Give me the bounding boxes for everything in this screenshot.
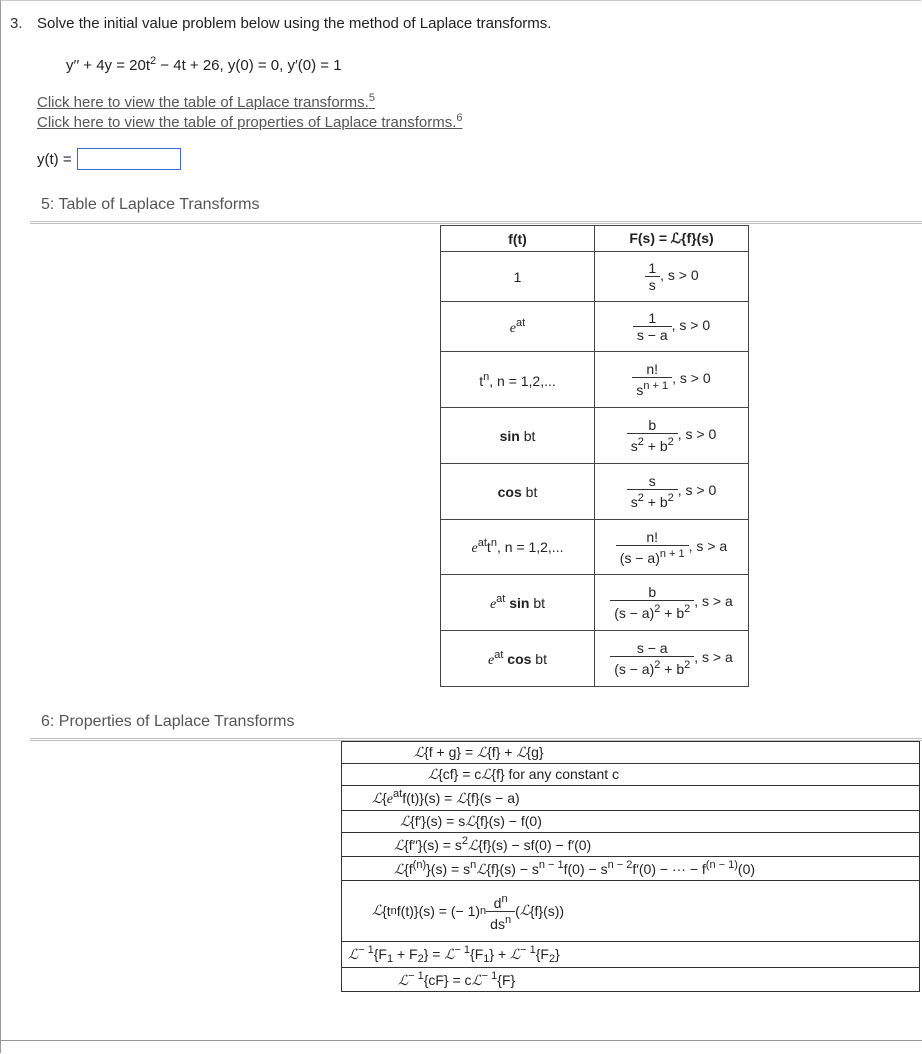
- answer-input[interactable]: [77, 148, 181, 170]
- table-row: $e^{at}$ $\frac{1}{s - a}$ , s > 0: [441, 302, 749, 352]
- list-item: ℒ$^{- 1}${cF} = cℒ$^{- 1}${F}: [398, 970, 516, 989]
- answer-label: y(t) =: [37, 151, 72, 168]
- list-item: ℒ{f + g} = ℒ{f} + ℒ{g}: [342, 742, 919, 764]
- table-row: $e^{at}t^n$, n = 1,2,... $\frac{n!}{(s - a)^{n + 1}}$ , s > a: [441, 520, 749, 575]
- laplace-properties-link[interactable]: Click here to view the table of properties of Laplace transforms.$^6$: [37, 112, 463, 131]
- table-row: $e^{at}$ sin bt $\frac{b}{(s - a)^2 + b^2}$ , s > a: [441, 575, 749, 631]
- laplace-table-link[interactable]: Click here to view the table of Laplace transforms.$^5$: [37, 92, 375, 111]
- list-item: ℒ{f′}(s) = sℒ{f}(s) − f(0): [342, 811, 919, 833]
- table-row: $e^{at}$ cos bt $\frac{s - a}{(s - a)^2 + b^2}$ , s > a: [441, 631, 749, 687]
- table-row: cos bt $\frac{s}{s^2 + b^2}$ , s > 0: [441, 464, 749, 520]
- list-item: ℒ{f′′}(s) = $s^2ℒ\{f\}(s) - sf(0) - f'(0)$: [342, 833, 919, 857]
- header-Fs: F(s) = ℒ{f}(s): [595, 226, 749, 252]
- laplace-transform-table: [440, 225, 749, 687]
- table-row: 1 $\frac{1}{s}$ , s > 0: [441, 252, 749, 302]
- list-item: $ℒ\{e^{at}f(t)\}(s)$ = ℒ{f}(s − a): [342, 786, 919, 811]
- list-item: $ℒ\{f^{(n)}\}(s)$ = $s^nℒ\{f\}(s) - s^{n - 1}f(0) - s^{n - 2}f'(0)$ − ··· − $f^{(n - 1)}(0)$: [342, 857, 919, 881]
- question-prompt: Solve the initial value problem below using the method of Laplace transforms.: [37, 15, 552, 32]
- section-divider: [30, 223, 922, 224]
- ivp-equation: $y'' + 4y = 20t^2 - 4t + 26$, y(0) = 0, y′(0) = 1: [66, 55, 342, 74]
- list-item: ℒ {t n f(t)}(s) = (− 1) n $\frac{d^n}{ds^n}$ ( ℒ {f}(s)): [342, 881, 919, 942]
- list-item: ℒ{cf} = cℒ{f} for any constant c: [342, 764, 919, 786]
- laplace-table-title: 5: Table of Laplace Transforms: [41, 196, 260, 213]
- list-item: $ℒ^{- 1}\{F_1 + F_2\}$ = $ℒ^{- 1}\{F_1\}$ + $ℒ^{- 1}\{F_2\}$: [342, 942, 919, 968]
- laplace-properties-title: 6: Properties of Laplace Transforms: [41, 713, 295, 730]
- table-row: sin bt $\frac{b}{s^2 + b^2}$ , s > 0: [441, 408, 749, 464]
- section-divider: [30, 221, 922, 222]
- laplace-properties-table: [341, 741, 920, 992]
- question-number: 3.: [10, 15, 23, 32]
- table-row: $t^n$, n = 1,2,... $\frac{n!}{s^{n + 1}}$ , s > 0: [441, 352, 749, 408]
- header-ft: f(t): [441, 226, 595, 252]
- bottom-divider: [0, 1040, 922, 1041]
- section-divider: [30, 738, 922, 739]
